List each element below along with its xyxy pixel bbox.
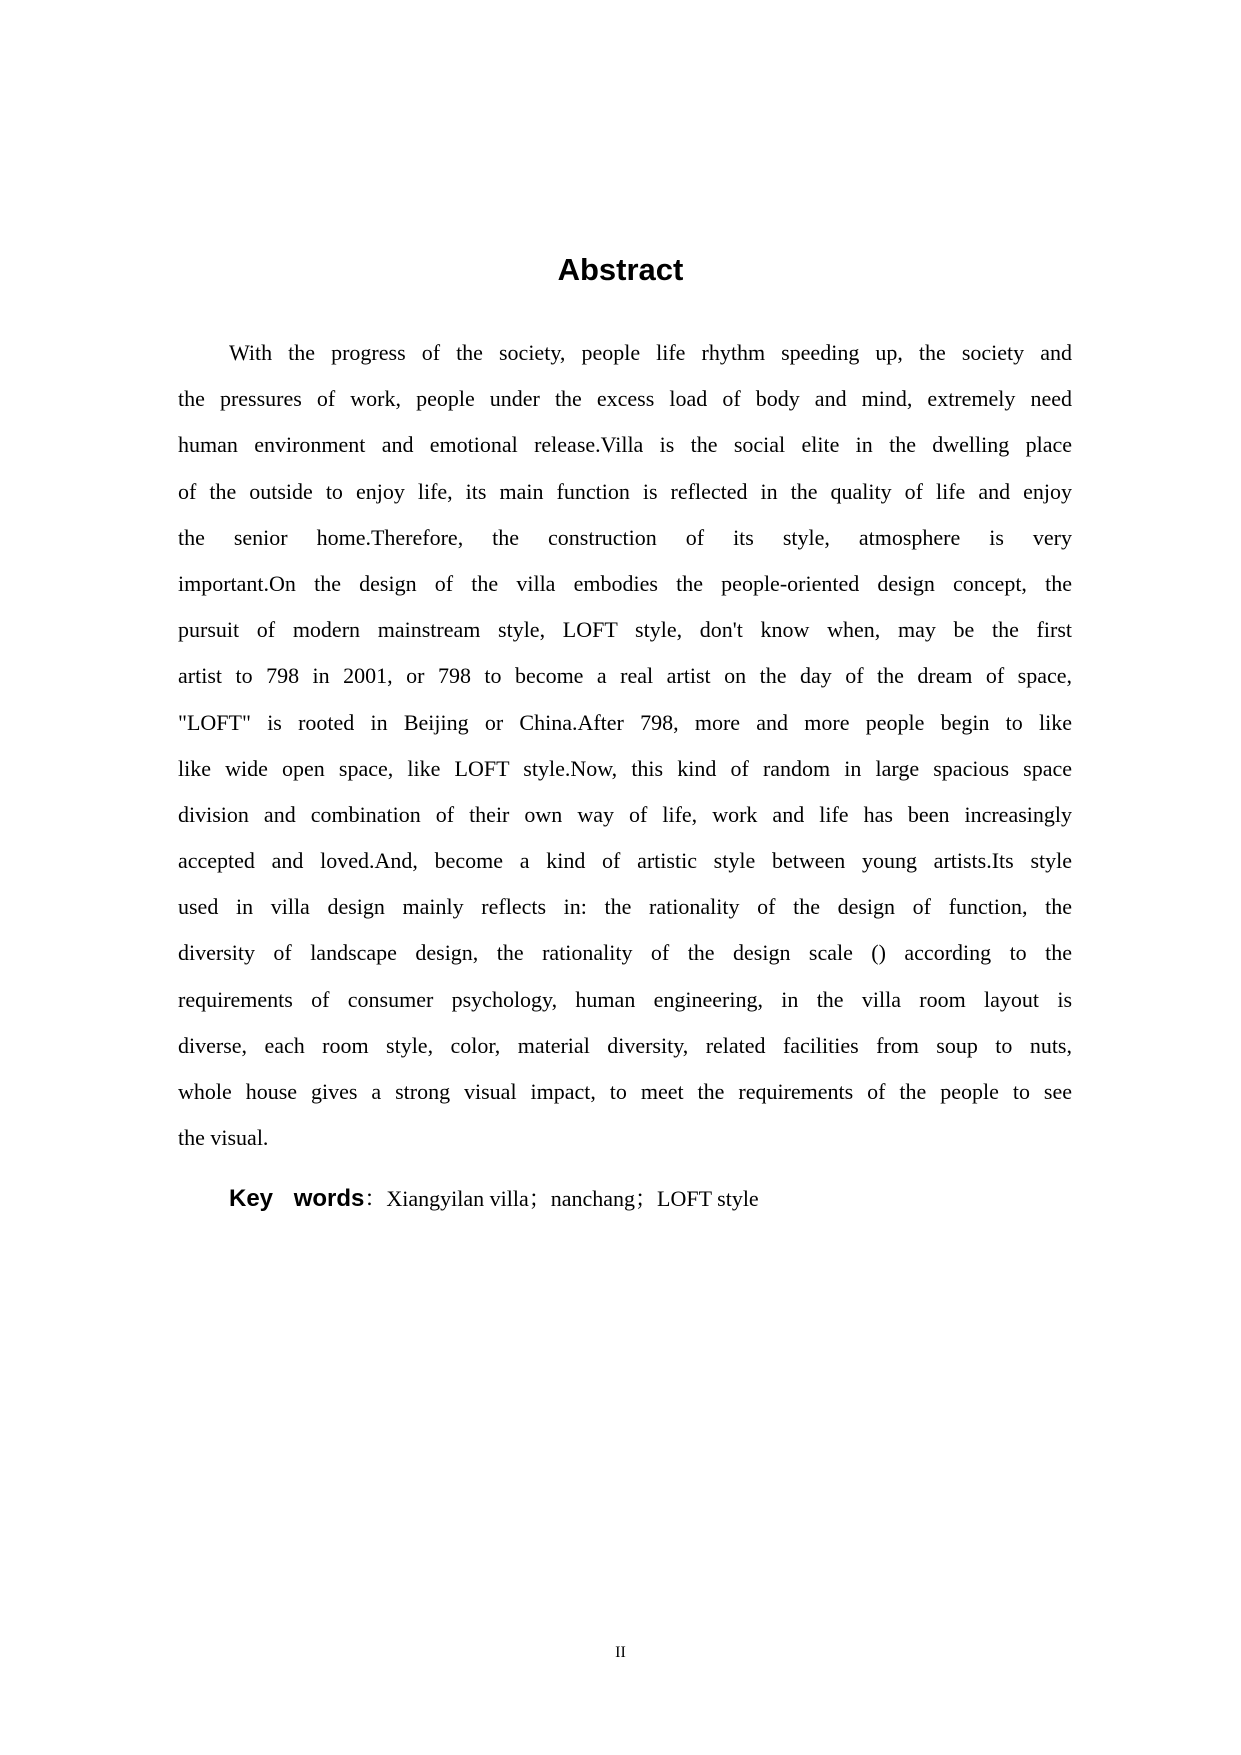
- abstract-line: diverse, each room style, color, material diversity, related facilities from soup to nuts,: [178, 1032, 1072, 1058]
- keywords: [229, 1176, 759, 1222]
- abstract-line: of the outside to enjoy life, its main function is reflected in the quality of life and enjoy: [178, 478, 1072, 504]
- abstract-line: whole house gives a strong visual impact, to meet the requirements of the people to see: [178, 1079, 1072, 1104]
- page-number: II: [615, 1644, 626, 1661]
- abstract-line: accepted and loved.And, become a kind of artistic style between young artists.Its style: [178, 848, 1072, 874]
- abstract-line: the senior home.Therefore, the construction of its style, atmosphere is very: [178, 524, 1072, 550]
- abstract-line: requirements of consumer psychology, human engineering, in the villa room layout is: [178, 986, 1072, 1012]
- abstract-line: used in villa design mainly reflects in: the rationality of the design of function, the: [178, 894, 1072, 920]
- abstract-line: human environment and emotional release.Villa is the social elite in the dwelling place: [178, 432, 1072, 458]
- abstract-line: diversity of landscape design, the rationality of the design scale () according to the: [178, 940, 1072, 966]
- abstract-line: "LOFT" is rooted in Beijing or China.After 798, more and more people begin to like: [178, 709, 1072, 735]
- abstract-line: pursuit of modern mainstream style, LOFT style, don't know when, may be the first: [178, 617, 1072, 643]
- page-title: Abstract: [557, 252, 684, 287]
- abstract-line: like wide open space, like LOFT style.Now, this kind of random in large spacious space: [178, 755, 1072, 781]
- abstract-line: With the progress of the society, people life rhythm speeding up, the society and: [229, 340, 1072, 365]
- keywords-colon: ：: [364, 1186, 387, 1211]
- abstract-line: artist to 798 in 2001, or 798 to become a real artist on the day of the dream of space,: [178, 663, 1072, 689]
- keywords-label: Key words: [229, 1185, 365, 1212]
- abstract-body: [178, 330, 1072, 1161]
- abstract-line: division and combination of their own way of life, work and life has been increasingly: [178, 801, 1072, 827]
- abstract-line: the visual.: [178, 1125, 269, 1151]
- keywords-text: Xiangyilan villa；nanchang；LOFT style: [386, 1186, 759, 1211]
- abstract-line: important.On the design of the villa embodies the people-oriented design concept, the: [178, 570, 1072, 596]
- abstract-line: the pressures of work, people under the excess load of body and mind, extremely need: [178, 386, 1072, 412]
